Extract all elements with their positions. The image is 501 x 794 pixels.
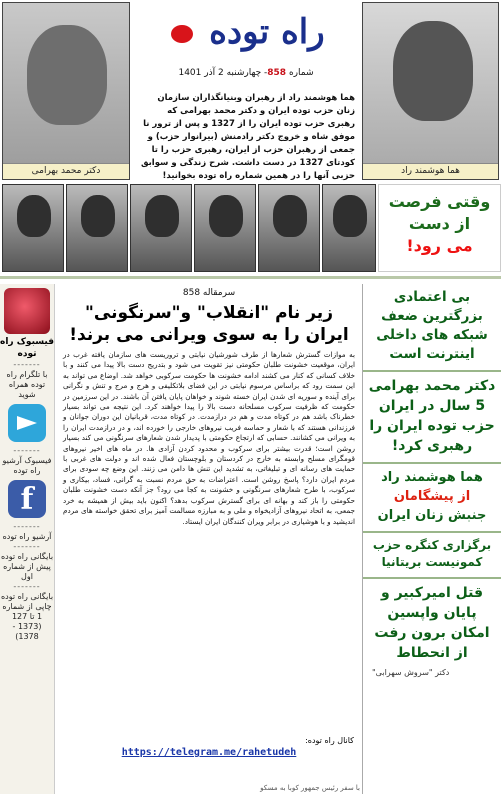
sidebar-divider: -------	[13, 582, 41, 591]
facebook-icon[interactable]: f	[8, 480, 46, 518]
masthead-intro: هما هوشمند راد از رهبران وبنیانگذاران سازمان زنان حزب توده ایران و دکتر محمد بهرامی که رهبری حزب توده ایران را از 1327 و پس از ترور نا موفق شاه و خروج دکتر رادمنش (بیرانوار حزب) و جمعی از رهبران حزب از ایران، رهبری حزب را تا کودتای 1327 در دست داشت. شرح زندگی و سوابق حزبی آنها را در همین شماره راه توده بخوانید!	[140, 93, 355, 181]
news-ticker[interactable]: با سفر رئیس جمهور کوبا به مسکو	[260, 784, 360, 792]
telegram-channel-label: کانال راه توده:	[305, 736, 354, 745]
editorial-label: سرمقاله 858	[182, 288, 236, 298]
header-section	[0, 0, 501, 182]
portrait-shape	[333, 195, 367, 237]
houshmand-line-red: از پیشگامان	[393, 489, 471, 504]
sidebar-divider: -------	[13, 360, 41, 369]
sidebar-divider: -------	[13, 522, 41, 531]
issue-number: 858	[267, 68, 287, 78]
strip-photo-6[interactable]	[322, 184, 376, 272]
photo-caption-right: هما هوشمند راد	[363, 163, 498, 179]
issue-prefix: شماره	[286, 68, 314, 78]
portrait-shape	[273, 195, 307, 237]
rose-icon	[171, 25, 193, 43]
chance-line-3: می رود!	[406, 236, 473, 255]
issue-line	[133, 68, 359, 78]
chance-box[interactable]	[378, 184, 501, 272]
article-link-internet[interactable]: بی اعتمادی بزرگترین ضعف شبکه های داخلی اینترنت است	[363, 284, 501, 372]
portrait-shape	[145, 195, 179, 237]
photo-bahrami	[2, 2, 130, 180]
strip-photo-4[interactable]	[194, 184, 256, 272]
sidebar-divider: -------	[13, 542, 41, 551]
article-link-amirkabir[interactable]	[363, 579, 501, 689]
strip-photo-2[interactable]	[66, 184, 128, 272]
telegram-icon[interactable]	[8, 404, 46, 442]
article-link-congress[interactable]: برگزاری کنگره حزب کمونیست بریتانیا	[363, 533, 501, 579]
portrait-shape	[393, 21, 473, 121]
strip-photo-1[interactable]	[2, 184, 64, 272]
telegram-text[interactable]: با تلگرام راه توده همراه شوید	[6, 370, 48, 399]
editorial-headline[interactable]: زیر نام "انقلاب" و"سرنگونی" ایران را به سوی ویرانی می برند!	[69, 303, 349, 345]
issue-date: - چهارشنبه 2 آذر 1401	[178, 68, 268, 78]
chance-line-2: از دست	[408, 214, 471, 233]
pdf-archive-link[interactable]: بایگانی راه توده پیش از شماره اول	[0, 552, 54, 581]
photo-caption-left: دکتر محمد بهرامی	[3, 163, 129, 179]
facebook-link[interactable]: فیسبوک راه توده	[0, 337, 54, 359]
strip-photo-3[interactable]	[130, 184, 192, 272]
photo-strip	[0, 184, 501, 272]
chance-line-1: وقتی فرصت	[388, 192, 491, 211]
divider	[0, 276, 501, 279]
houshmand-line-2: جنبش زنان ایران	[377, 508, 487, 523]
fb-archive-link[interactable]: فیسبوک آرشیو راه توده	[2, 456, 52, 475]
portrait-shape	[27, 25, 107, 125]
article-link-houshmand[interactable]	[363, 464, 501, 533]
print-archive-link[interactable]: بایگانی راه توده چاپی از شماره 1 تا 127	[0, 592, 54, 621]
left-sidebar	[0, 284, 55, 794]
archive-link[interactable]: آرشیو راه توده	[2, 532, 52, 541]
portrait-shape	[81, 195, 115, 237]
rose-image[interactable]	[4, 288, 50, 334]
portrait-shape	[209, 195, 243, 237]
masthead	[133, 2, 359, 180]
amirkabir-title: قتل امیرکبیر و پایان واپسین امکان برون رفت از انحطاط	[374, 585, 490, 661]
editorial-body: به موازات گسترش شعارها از طرف شورشیان نیابتی و تروریست های سازمان یافته غرب در ایران، موقعیت خشونت طلبان حکومتی نیز تقویت می شود و بتدریج دست بالا پیدا می کنند و با خلاف کسانی که کنار می کشند ادامه خشونت ها حکومت سرکوبی خواهد شد. اوضاع می تواند به این سمت رود که براساس مرسوم نیابتی در این فضای بلاتکلیفی و هرج و مرج و تنش و نگرانی برای آینده و سوریه ای شدن ایران خسته شوند و خواهان پایان یافتن آن باشند. در این سرزمین در حکومت که ظرفیت سرکوب مسلحانه دست بالا را پیدا خواهند کرد. این نتیجه می تواند بسیار خطرناک باشد هم در کوتاه مدت و هم در درازمدت. در کوتاه مدت، قربانیان این دوران جوانان و فرزندانی هستند که با شعار و حماسه فریب نیروهای خارجی را خورده اند، و در درازمدت ایران را به ویرانی می کشانند. حسابی که ارتجاع حکومتی با پدیدار شدن شعارهای سرنگونی می کند بسیار روشن است؛ قدرت بیشتر برای سرکوب و محدود کردن آزادی ها. در ماه های اخیر نیروهای قومگرای مسلح وابسته به خارج در کردستان و بلوچستان فعال شده اند و دولت های غربی با حمایت های رسانه ای و تبلیغاتی، به تشدید این تنش ها دامن می زنند. این وضع چه سودی برای مردم ایران دارد؟ پاسخ روشن است. اعتراضات به حق مردم نسبت به گرانی، فساد، بیکاری و سرکوب، با طرح شعارهای سرنگونی و خشونت به کجا می رود؟ جز آنکه دست خشونت طلبان حکومتی را باز کند و بهانه ای برای گسترش سرکوب بدهد؟ اکنون باید بیش از همیشه به خرد جمعی، به اتحاد نیروهای آزادیخواه و ملی و به مبارزه مسالمت آمیز برای تحقق خواسته های مردم اندیشید و با هوشیاری در برابر ویران کنندگان ایران ایستاد.	[63, 350, 355, 526]
photo-houshmand-rad	[362, 2, 499, 180]
sidebar-divider: -------	[13, 446, 41, 455]
author-signature: دکتر "سروش سهرابی"	[372, 668, 450, 677]
telegram-channel-link[interactable]: https://telegram.me/rahetudeh	[121, 747, 297, 758]
portrait-shape	[17, 195, 51, 237]
article-link-bahrami[interactable]: دکتر محمد بهرامی 5 سال در ایران حزب توده ایران را رهبری کرد!	[363, 372, 501, 464]
houshmand-line-1: هما هوشمند راد	[381, 470, 483, 485]
logo-text: راه توده	[209, 12, 325, 52]
right-column	[362, 284, 501, 794]
strip-photo-5[interactable]	[258, 184, 320, 272]
editorial-column	[58, 284, 360, 794]
site-logo[interactable]	[133, 2, 359, 62]
print-archive-years: (1373 - 1378)	[12, 622, 42, 641]
